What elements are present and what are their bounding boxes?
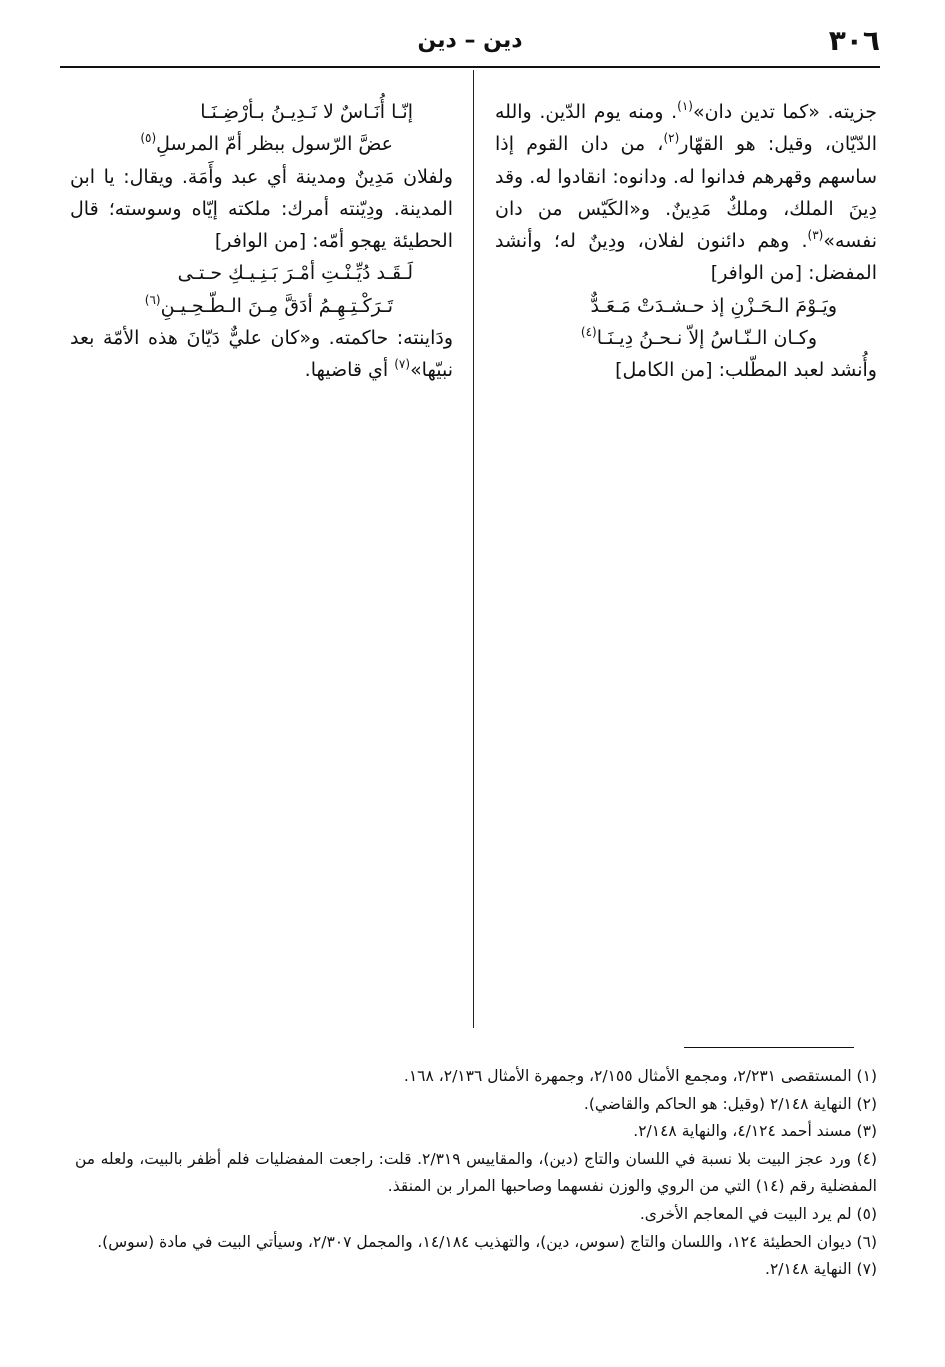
footnote-ref: (٧) — [394, 357, 411, 372]
meter-label: [من الوافر] — [214, 230, 307, 253]
entry-paragraph — [70, 322, 453, 387]
footnote: (٢) النهاية ٢/١٤٨ (وقيل: هو الحاكم والقاضي). — [583, 1094, 877, 1113]
text-run: جزيته. «كما تدين دان» — [692, 101, 877, 123]
verse-line — [70, 128, 453, 160]
verse-text: وكـان الـنّـاسُ إلاّ نـحـنُ دِيـنَـا — [596, 327, 817, 350]
page-number: ٣٠٦ — [828, 24, 880, 57]
footnote: (٥) لم يرد البيت في المعاجم الأخرى. — [639, 1204, 877, 1223]
footnote-ref: (٤) — [580, 325, 597, 340]
footnote-ref: (٦) — [144, 292, 161, 307]
verse-line: لَـقَـد دُيِّـنْـتِ أمْـرَ بَـنِـيـكِ حـتـى — [177, 262, 413, 285]
entry-paragraph — [495, 96, 877, 290]
text-run: . ومنه يوم الدّين. والله الدّيّان، وقيل: هو القهّار — [495, 101, 878, 156]
footnote: (٦) ديوان الحطيئة ١٢٤، واللسان والتاج (سوس، دين)، والتهذيب ١٤/١٨٤، والمجمل ٢/٣٠٧، وسيأتي البيت في مادة (سوس). — [97, 1232, 877, 1251]
text-run: وأُنشد لعبد المطّلب: — [718, 359, 877, 382]
meter-label: [من الوافر] — [710, 262, 803, 285]
running-head: دين – دين — [417, 28, 523, 53]
verse-line — [70, 290, 453, 322]
verse-text: عضَّ الرّسول ببظر أمّ المرسلِ — [156, 133, 393, 156]
right-column — [495, 96, 877, 387]
text-run: أي قاضيها. — [304, 359, 395, 382]
footnote-ref: (١) — [677, 99, 693, 113]
verse-text: تَـرَكْـتِـهِـمُ أدَقَّ مِـنَ الـطّـحِـيـنِ — [160, 294, 393, 317]
text-run: ولفلان مَدِينٌ ومدينة أي عبد وأَمَة. ويقال: يا ابن المدينة. ودِيّنته أمرك: ملكته إيّاه وسوسته؛ قال الحطيئة يهجو أمّه: — [70, 165, 453, 253]
footnote-ref: (٣) — [807, 228, 824, 243]
footnote-ref: (٥) — [140, 131, 157, 146]
entry-paragraph — [495, 354, 877, 386]
text-run: . وهم دائنون لفلان، ودِينٌ له؛ وأنشد المفضل: — [495, 230, 877, 285]
footnote: (٧) النهاية ٢/١٤٨. — [765, 1260, 877, 1279]
footnote: (٤) ورد عجز البيت بلا نسبة في اللسان والتاج (دين)، والمقاييس ٢/٣١٩. قلت: راجعت المفضليات فلم أظفر بالبيت، ولعله من المفضلية رقم (١٤) التي من الروي والوزن نفسهما وصاحبها المرار بن المنقذ. — [75, 1149, 878, 1196]
header-rule — [60, 66, 880, 68]
column-divider — [473, 70, 474, 1028]
verse-line: إنّـا أُنَـاسٌ لا نَـدِيـنُ بـأرْضِـنَـا — [200, 101, 413, 123]
verse-line — [495, 322, 877, 354]
footnote: (١) المستقصى ٢/٢٣١، ومجمع الأمثال ٢/١٥٥، وجمهرة الأمثال ٢/١٣٦، ١٦٨. — [403, 1067, 877, 1085]
text-run: ، من دان القوم إذا ساسهم وقهرهم فدانوا له. ودانوه: انقادوا له. وقد دِينَ الملك، وملكٌ مَدِينٌ. و«الكَيّس من دان نفسه» — [495, 133, 877, 253]
footnote-ref: (٢) — [663, 131, 680, 146]
footnote-rule — [684, 1047, 854, 1048]
footnote: (٣) مسند أحمد ٤/١٢٤، والنهاية ٢/١٤٨. — [633, 1122, 877, 1141]
verse-line: ويَـوْمَ الـحَـزْنِ إذ حـشـدَتْ مَـعَـدٌّ — [590, 294, 837, 317]
left-column — [70, 96, 453, 387]
footnotes — [75, 1063, 877, 1284]
page-header — [60, 22, 880, 62]
text-run: ودَاينته: حاكمته. و«كان عليٌّ دَيّانَ هذه الأمّة بعد نبيّها» — [70, 327, 453, 382]
entry-paragraph — [70, 161, 453, 258]
meter-label: [من الكامل] — [615, 359, 713, 382]
